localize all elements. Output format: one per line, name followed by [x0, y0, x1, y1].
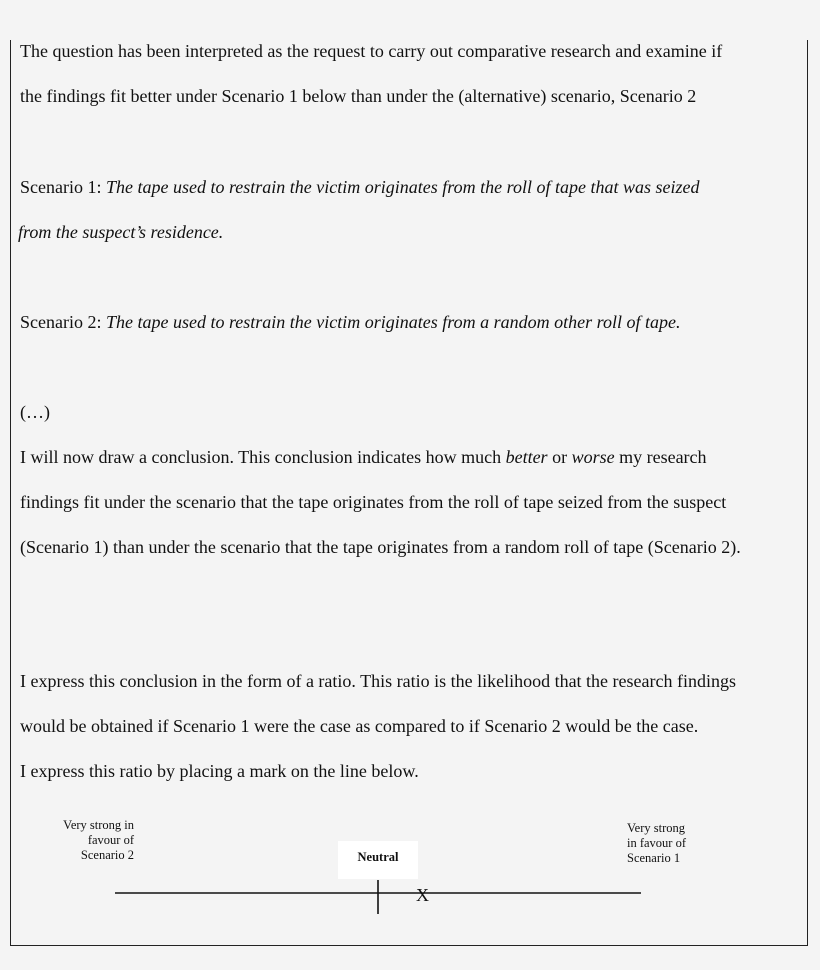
- placed-mark: X: [416, 885, 429, 905]
- conclusion-line-3: (Scenario 1) than under the scenario that the tape originates from a random roll of tape (Scenario 2).: [20, 537, 741, 557]
- conclusion-text-a: I will now draw a conclusion. This conclusion indicates how much: [20, 447, 506, 467]
- conclusion-line-2: findings fit under the scenario that the tape originates from the roll of tape seized from the suspect: [20, 492, 727, 512]
- ellipsis: (…): [20, 402, 50, 422]
- intro-line-2: the findings fit better under Scenario 1 below than under the (alternative) scenario, Scenario 2: [20, 86, 697, 106]
- conclusion-text-e: my research: [614, 447, 707, 467]
- conclusion-text-c: or: [547, 447, 572, 467]
- scenario-2-label: Scenario 2:: [20, 312, 106, 332]
- intro-line-1: The question has been interpreted as the request to carry out comparative research and examine if: [20, 41, 723, 61]
- neutral-label: Neutral: [338, 841, 418, 879]
- ratio-line-1: I express this conclusion in the form of a ratio. This ratio is the likelihood that the research findings: [20, 671, 737, 691]
- left-label-line-2: favour of: [87, 833, 134, 847]
- right-label-line-1: Very strong: [627, 821, 685, 835]
- scenario-2-text: The tape used to restrain the victim originates from a random other roll of tape.: [105, 312, 681, 332]
- worse-emphasis: worse: [571, 447, 615, 467]
- scenario-1-text: The tape used to restrain the victim originates from the roll of tape that was seized: [105, 177, 700, 197]
- left-label-line-1: Very strong in: [63, 818, 134, 832]
- right-label-line-2: in favour of: [627, 836, 687, 850]
- better-emphasis: better: [505, 447, 548, 467]
- scenario-1-text-cont: from the suspect’s residence.: [18, 222, 224, 242]
- ratio-line-3: I express this ratio by placing a mark on the line below.: [20, 761, 419, 781]
- scenario-1-label: Scenario 1:: [20, 177, 106, 197]
- right-label-line-3: Scenario 1: [627, 851, 681, 865]
- ratio-line-2: would be obtained if Scenario 1 were the case as compared to if Scenario 2 would be the case.: [20, 716, 699, 736]
- left-label-line-3: Scenario 2: [80, 848, 134, 862]
